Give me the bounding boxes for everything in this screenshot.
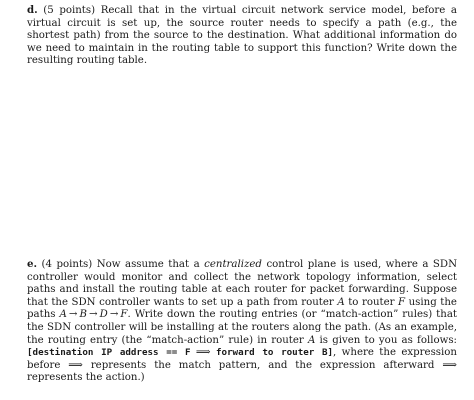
question-e-text-8: represents the match pattern, and the expression afterward [90, 359, 435, 371]
question-e-text-6: is given to you as follows: [319, 334, 457, 346]
question-e-text-1: Now assume that a [96, 259, 200, 270]
question-d [27, 4, 457, 68]
router-a: A [337, 296, 345, 308]
question-e-text-4: using the paths [27, 296, 457, 321]
question-e-text-7: , where the expression before [27, 347, 457, 371]
question-e [27, 258, 457, 385]
question-e-emphasis: centralized [204, 259, 262, 270]
router-f: F [398, 296, 406, 308]
question-e-text-3: to router [348, 296, 395, 308]
path-node-f: F [120, 309, 128, 321]
implies-arrow-2: ⟹ [68, 359, 83, 371]
implies-arrow-1: ⟹ [195, 347, 211, 359]
question-d-points: (5 points) [43, 5, 96, 16]
question-e-label: e. [27, 258, 38, 270]
path-arrow-3: → [109, 309, 119, 321]
path-node-d: D [99, 309, 108, 321]
question-e-text-5: . Write down the routing entries (or “match-action” rules) that the SDN controller will be installing at the routers along the path. (As an example, the routing entry (the “match-action” rule) in router [27, 309, 457, 346]
path-expression [59, 309, 127, 320]
question-d-text: Recall that in the virtual circuit network service model, before a virtual circuit is set up, the source router needs to specify a path (e.g., the shortest path) from the source to the destination. What additional information do we need to maintain in the routing table to support this function? Write down the resulting routing table. [27, 5, 457, 67]
question-e-points: (4 points) [41, 259, 93, 270]
path-arrow-1: → [68, 309, 78, 321]
question-e-text-2: control plane is used, where a SDN controller would monitor and collect the network topology information, select paths and install the routing table at each router for packet forwarding. Suppose that the SDN controller wants to set up a path from router [27, 259, 457, 308]
question-d-label: d. [27, 4, 38, 16]
path-node-b: B [79, 309, 87, 321]
question-e-text-9: represents the action.) [27, 372, 145, 384]
example-rule-match: [destination IP address == F [27, 347, 191, 359]
example-rule-action: forward to router B] [215, 347, 334, 359]
path-arrow-2: → [89, 309, 98, 321]
path-node-a: A [59, 309, 67, 321]
router-a-example: A [307, 334, 316, 346]
implies-arrow-3: ⟹ [442, 359, 457, 371]
